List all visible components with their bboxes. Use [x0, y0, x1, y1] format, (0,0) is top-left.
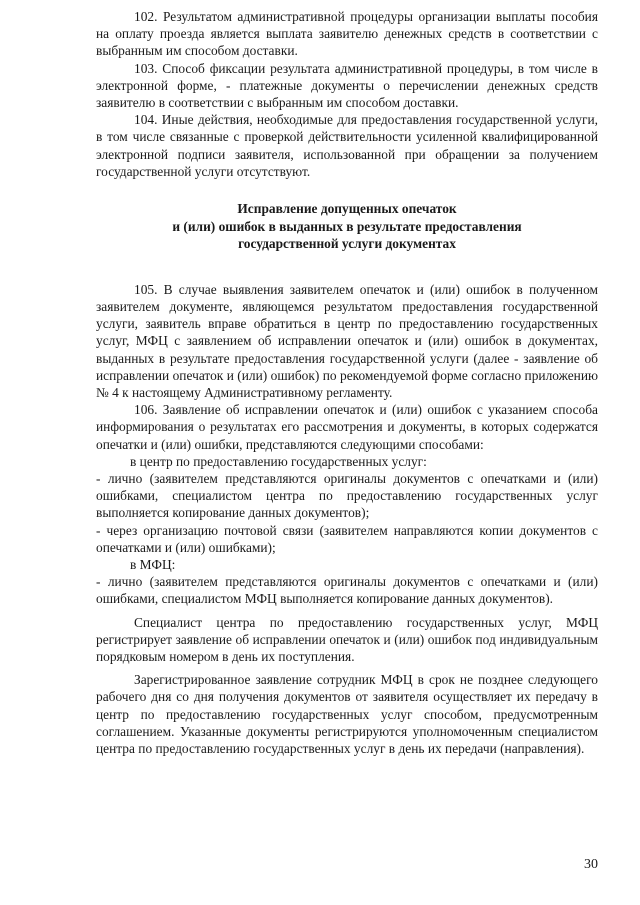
heading-line-1: Исправление допущенных опечаток — [237, 201, 457, 217]
paragraph-106: 106. Заявление об исправлении опечаток и (или) ошибок с указанием способа информирования о результатах его рассмотрения и документы, в которых содержатся опечатки и (или) ошибки, представляются следующими способами: — [96, 402, 598, 452]
center-label: в центр по предоставлению государственных услуг: — [130, 453, 427, 469]
mfc-item-in-person: - лично (заявителем представляются оригиналы документов с опечатками и (или) ошибками, специалистом МФЦ выполняется копирование данных документов). — [96, 574, 598, 607]
mfc-label: в МФЦ: — [130, 557, 176, 573]
heading-line-3: государственной услуги документах — [238, 236, 456, 252]
paragraph-registration: Специалист центра по предоставлению государственных услуг, МФЦ регистрирует заявление об исправлении опечаток и (или) ошибок под индивидуальным порядковым номером в день их поступления. — [96, 614, 598, 665]
page-number: 30 — [584, 857, 598, 872]
paragraph-104: 104. Иные действия, необходимые для предоставления государственной услуги, в том числе связанные с проверкой действительности усиленной квалифицированной электронной подписи заявителя, использованной при обращении за получением государственной услуги отсутствуют. — [96, 112, 598, 179]
paragraph-103: 103. Способ фиксации результата административной процедуры, в том числе в электронной форме, - платежные документы о перечислении денежных средств заявителю в соответствии с выбранным им способом доставки. — [96, 60, 598, 111]
paragraph-102: 102. Результатом административной процедуры организации выплаты пособия на оплату проезда является выплата заявителю денежных средств в соответствии с выбранным им способом доставки. — [96, 9, 598, 59]
paragraph-105: 105. В случае выявления заявителем опечаток и (или) ошибок в полученном заявителем документе, являющемся результатом предоставления государственной услуги, заявитель вправе обратиться в центр по предоставлению государственных услуг, МФЦ с заявлением об исправлении опечаток и (или) ошибок в документах, выданных в результате предоставления государственной услуги (далее - заявление об исправлении опечаток и (или) ошибок) по рекомендуемой форме согласно приложению № 4 к настоящему Административному регламенту. — [96, 281, 598, 401]
section-heading — [96, 200, 598, 253]
center-item-in-person: - лично (заявителем представляются оригиналы документов с опечатками и (или) ошибками, специалистом центра по предоставлению государственных услуг выполняется копирование данных документов); — [96, 471, 598, 521]
paragraph-transfer: Зарегистрированное заявление сотрудник МФЦ в срок не позднее следующего рабочего дня со дня получения документов от заявителя осуществляет их передачу в центр по предоставлению государственных услуг способом, предусмотренным соглашением. Указанные документы регистрируются уполномоченным специалистом центра по предоставлению государственных услуг в день их передачи (направления). — [96, 672, 598, 757]
center-item-post: - через организацию почтовой связи (заявителем направляются копии документов с опечатками и (или) ошибками); — [96, 522, 598, 555]
heading-line-2: и (или) ошибок в выданных в результате предоставления — [172, 218, 522, 234]
